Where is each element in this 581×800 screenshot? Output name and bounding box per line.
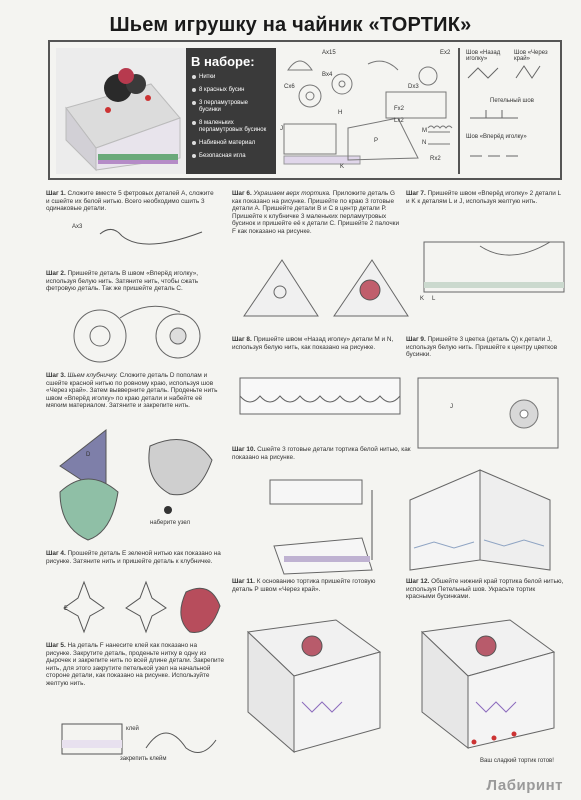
kit-heading: В наборе: bbox=[191, 54, 255, 69]
step-number: Шаг 4. bbox=[46, 550, 66, 557]
step-10-assembly-figure bbox=[400, 460, 570, 580]
step-9-figure bbox=[414, 372, 564, 452]
kit-frame bbox=[48, 40, 562, 180]
part-label: K bbox=[340, 164, 345, 170]
step-4-figure bbox=[56, 578, 226, 638]
stitch-drawings bbox=[460, 48, 560, 174]
step-7-label-k: K bbox=[420, 296, 425, 302]
kit-item: 8 красных бусин bbox=[191, 87, 271, 94]
step-8-figure bbox=[236, 372, 406, 422]
part-label: Lx2 bbox=[394, 118, 404, 124]
step-4-label: E bbox=[64, 606, 69, 612]
step-number: Шаг 1. bbox=[46, 190, 66, 197]
step-text: Пришейте швом «Назад иголку» детали M и N, используя белую нить, как показано на рисунке. bbox=[232, 336, 394, 351]
step-12-figure bbox=[414, 612, 564, 752]
step-9 bbox=[406, 336, 566, 359]
cake-photo bbox=[56, 48, 186, 174]
step-text: Сложите деталь D пополам и сшейте красной нитью по ровному краю, используя шов «Через край». Затем вывверните деталь. Проденьте нить швом «Вперёд иголку» по краю детали и набейте её мягким материалом. Затяните и закрепите нить. bbox=[46, 372, 218, 410]
step-number: Шаг 8. bbox=[232, 336, 252, 343]
step-5 bbox=[46, 642, 224, 688]
kit-item: 3 перламутровые бусинки bbox=[191, 100, 271, 114]
step-2-figure bbox=[60, 300, 220, 370]
step-number: Шаг 3. bbox=[46, 372, 66, 379]
step-3-figure bbox=[58, 426, 228, 546]
step-text: Пришейте деталь В швом «Вперёд иголку», используя белую нить. Затяните нить, чтобы сжать фетровую деталь. Так же пришейте деталь С. bbox=[46, 270, 199, 293]
part-label: M bbox=[422, 128, 427, 134]
step-text: Сложите вместе 5 фетровых деталей А, сложите и сшейте их белой нитью. Всего необходимо сшить 3 одинаковые детали. bbox=[46, 190, 214, 213]
stitch-label: Шов «Через край» bbox=[514, 50, 548, 62]
part-label: P bbox=[374, 138, 379, 144]
step-11-figure bbox=[240, 612, 390, 762]
step-text: Пришейте 3 цветка (деталь Q) к детали J, используя белую нить. Пришейте к центру цветков бусинки. bbox=[406, 336, 558, 359]
step-1-figure bbox=[60, 220, 210, 260]
step-3-label: D bbox=[86, 452, 91, 458]
kit-item: Безопасная игла bbox=[191, 153, 271, 160]
step-number: Шаг 2. bbox=[46, 270, 66, 277]
part-label: Ex2 bbox=[440, 50, 451, 56]
step-2 bbox=[46, 270, 221, 293]
part-label: Fx2 bbox=[394, 106, 405, 112]
part-label: Rx2 bbox=[430, 156, 441, 162]
step-4 bbox=[46, 550, 224, 565]
part-label: Cx6 bbox=[284, 84, 295, 90]
step-9-label: J bbox=[450, 404, 453, 410]
step-text: Сшейте 3 готовые детали тортика белой нитью, как показано на рисунке. bbox=[232, 446, 411, 461]
kit-item: 8 маленьких перламутровых бусинок bbox=[191, 120, 271, 134]
step-number: Шаг 12. bbox=[406, 578, 430, 585]
step-5-note: закрепить клейм bbox=[120, 756, 167, 762]
step-7-figure bbox=[420, 236, 570, 296]
cake-photo-illustration bbox=[56, 48, 186, 174]
step-6-figure bbox=[240, 256, 410, 326]
stitch-label: Петельный шов bbox=[490, 98, 534, 104]
part-label: J bbox=[280, 126, 283, 132]
parts-shapes bbox=[278, 48, 454, 174]
step-3-knot-label: наберите узел bbox=[150, 520, 191, 526]
step-1-label: Ах3 bbox=[72, 224, 83, 230]
step-3 bbox=[46, 372, 224, 410]
kit-panel bbox=[186, 48, 276, 174]
step-text: Прошейте деталь Е зеленой нитью как показано на рисунке. Затяните нить и пришейте деталь к клубничке. bbox=[46, 550, 221, 565]
step-number: Шаг 10. bbox=[232, 446, 256, 453]
part-label: H bbox=[338, 110, 343, 116]
step-number: Шаг 5. bbox=[46, 642, 66, 649]
kit-item: Набивной материал bbox=[191, 140, 271, 147]
step-text: Пришейте швом «Вперёд иголку» 2 детали L и K к деталям L и J, используя желтую нить. bbox=[406, 190, 561, 205]
step-subtitle: Украшаем верх тортика. bbox=[253, 190, 331, 197]
stitch-label: Шов «Вперёд иголку» bbox=[466, 134, 527, 140]
stitch-label: Шов «Назад иголку» bbox=[466, 50, 501, 62]
step-number: Шаг 6. bbox=[232, 190, 252, 197]
final-caption: Ваш сладкий тортик готов! bbox=[480, 758, 554, 764]
watermark: Лабиринт bbox=[486, 777, 563, 794]
step-11 bbox=[232, 578, 392, 593]
step-7 bbox=[406, 190, 566, 205]
step-text: Обшейте нижний край тортика белой нитью, используя Петельный шов. Украсьте тортик красными бусинками. bbox=[406, 578, 564, 601]
kit-item: Нитки bbox=[191, 74, 271, 81]
step-text: К основанию тортика пришейте готовую деталь Р швом «Через край». bbox=[232, 578, 376, 593]
stitch-guide bbox=[458, 48, 558, 174]
step-10 bbox=[232, 446, 422, 461]
step-1 bbox=[46, 190, 216, 213]
parts-diagram bbox=[278, 48, 454, 174]
step-6 bbox=[232, 190, 402, 236]
step-number: Шаг 7. bbox=[406, 190, 426, 197]
part-label: Bx4 bbox=[322, 72, 333, 78]
part-label: Dx3 bbox=[408, 84, 419, 90]
step-10-figure bbox=[266, 470, 386, 580]
step-subtitle: Шьем клубничку. bbox=[67, 372, 118, 379]
part-label: N bbox=[422, 140, 427, 146]
kit-list bbox=[191, 74, 271, 160]
step-8 bbox=[232, 336, 402, 351]
step-text: Приложите деталь G как показано на рисунке. Пришейте по краю 3 готовые детали А. Пришейте детали В и С в центр детали Р. Пришейте к клубничке 3 маленьких перламутровых бусинок и пришейте её к детали С. Пришейте 2 палочки F как показано на рисунке. bbox=[232, 190, 400, 235]
step-text: На деталь F нанесите клей как показано на рисунке. Закрутите деталь, проденьте нитку в одну из дырочек и закрепите нить по всей длине детали. Закрепите нить, для этого закрутите петелькой узел на начальной стороне детали, как показано на рисунке. Используйте желтую нить. bbox=[46, 642, 225, 687]
part-label: Ах15 bbox=[322, 50, 336, 56]
page-title: Шьем игрушку на чайник «ТОРТИК» bbox=[109, 14, 472, 36]
step-7-label-l: L bbox=[432, 296, 436, 302]
step-5-glue-label: клей bbox=[126, 726, 139, 732]
step-12 bbox=[406, 578, 566, 601]
step-number: Шаг 11. bbox=[232, 578, 255, 585]
step-number: Шаг 9. bbox=[406, 336, 426, 343]
